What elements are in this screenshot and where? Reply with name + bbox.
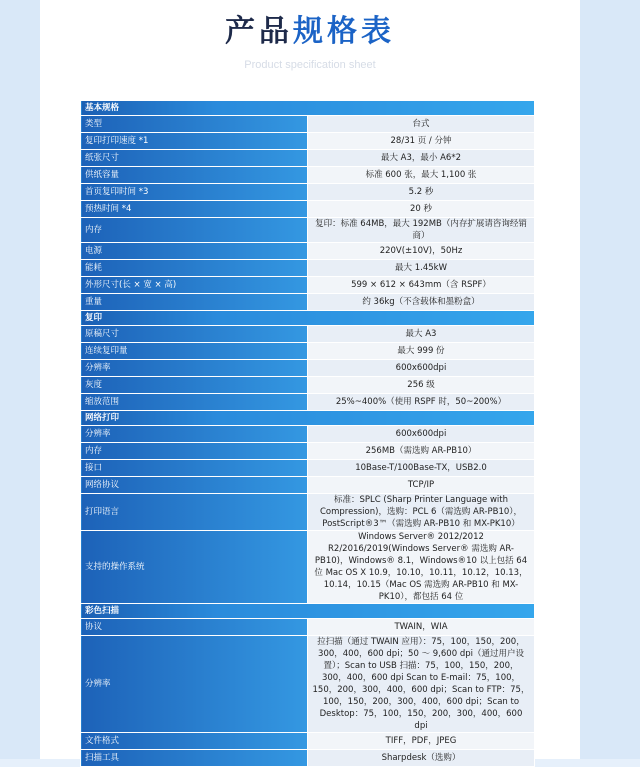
page-background-right: [580, 0, 640, 759]
spec-value: 约 36kg（不含载体和墨粉盒）: [308, 294, 535, 311]
spec-row: [81, 277, 535, 294]
spec-label: 原稿尺寸: [81, 326, 308, 343]
spec-value: 10Base-T/100Base-TX，USB2.0: [308, 460, 535, 477]
spec-row: [81, 443, 535, 460]
spec-label: 网络协议: [81, 477, 308, 494]
section-title: 复印: [81, 311, 535, 326]
spec-label: 分辨率: [81, 426, 308, 443]
spec-label: 缩放范围: [81, 394, 308, 411]
spec-row: [81, 619, 535, 636]
spec-value: TCP/IP: [308, 477, 535, 494]
spec-value: 标准 600 张，最大 1,100 张: [308, 167, 535, 184]
section-title: 基本规格: [81, 101, 535, 116]
spec-value: 最大 999 份: [308, 343, 535, 360]
spec-value: Windows Server® 2012/2012 R2/2016/2019(Windows Server® 需选购 AR-PB10)，Windows® 8.1，Windows®10 以上包括 64 位 Mac OS X 10.9，10.10，10.11，10.12，10.13，10.14，10.15（Mac OS 需选购 AR-PB10 和 MX-PK10），都包括 64 位: [308, 531, 535, 604]
spec-row: [81, 150, 535, 167]
page-subtitle: Product specification sheet: [244, 59, 376, 71]
spec-label: 电源: [81, 243, 308, 260]
spec-value: 最大 A3，最小 A6*2: [308, 150, 535, 167]
spec-value: Sharpdesk（选购）: [308, 750, 535, 767]
spec-row: [81, 477, 535, 494]
spec-value: 复印：标准 64MB，最大 192MB（内存扩展请咨询经销商）: [308, 218, 535, 243]
spec-value: TWAIN，WIA: [308, 619, 535, 636]
spec-row: [81, 294, 535, 311]
section-title: 网络打印: [81, 411, 535, 426]
spec-row: [81, 243, 535, 260]
spec-label: 连续复印量: [81, 343, 308, 360]
spec-value: 256 级: [308, 377, 535, 394]
spec-label: 预热时间 *4: [81, 201, 308, 218]
spec-value: 220V(±10V)，50Hz: [308, 243, 535, 260]
spec-label: 复印打印速度 *1: [81, 133, 308, 150]
spec-label: 内存: [81, 218, 308, 243]
section-header: [81, 411, 535, 426]
spec-row: [81, 360, 535, 377]
page-background-left: [0, 0, 40, 759]
spec-value: 最大 1.45kW: [308, 260, 535, 277]
title-part-2: 规格表: [293, 14, 395, 49]
spec-value: 25%~400%（使用 RSPF 时，50~200%）: [308, 394, 535, 411]
spec-label: 内存: [81, 443, 308, 460]
spec-row: [81, 494, 535, 531]
spec-row: [81, 167, 535, 184]
spec-label: 纸张尺寸: [81, 150, 308, 167]
spec-value: 20 秒: [308, 201, 535, 218]
spec-row: [81, 116, 535, 133]
spec-sheet-page: [40, 0, 580, 763]
spec-row: [81, 343, 535, 360]
spec-value: 拉扫描（通过 TWAIN 应用）：75，100，150，200，300，400，600 dpi；50 ～ 9,600 dpi（通过用户设置）；Scan to USB 扫描：75，100，150，200，300，400，600 dpi Scan to E-mail：75，100，150，200，300，400，600 dpi；Scan to FTP：75，100，150，200，300，400，600 dpi；Scan to Desktop：75，100，150，200，300，400，600 dpi: [308, 636, 535, 733]
spec-row: [81, 184, 535, 201]
spec-row: [81, 218, 535, 243]
spec-value: TIFF，PDF，JPEG: [308, 733, 535, 750]
spec-value: 台式: [308, 116, 535, 133]
spec-row: [81, 636, 535, 733]
spec-label: 首页复印时间 *3: [81, 184, 308, 201]
spec-label: 供纸容量: [81, 167, 308, 184]
spec-row: [81, 260, 535, 277]
section-header: [81, 604, 535, 619]
spec-row: [81, 394, 535, 411]
spec-label: 能耗: [81, 260, 308, 277]
spec-value: 600x600dpi: [308, 360, 535, 377]
spec-value: 28/31 页 / 分钟: [308, 133, 535, 150]
spec-value: 5.2 秒: [308, 184, 535, 201]
page-title: [40, 12, 580, 52]
section-title: 彩色扫描: [81, 604, 535, 619]
spec-value: 标准：SPLC (Sharp Printer Language with Compression)，选购：PCL 6（需选购 AR-PB10），PostScript®3™（需选购 AR-PB10 和 MX-PK10）: [308, 494, 535, 531]
spec-row: [81, 750, 535, 767]
spec-label: 外形尺寸(长 × 宽 × 高): [81, 277, 308, 294]
spec-row: [81, 377, 535, 394]
spec-label: 打印语言: [81, 494, 308, 531]
spec-label: 扫描工具: [81, 750, 308, 767]
spec-table: [80, 100, 535, 767]
spec-value: 600x600dpi: [308, 426, 535, 443]
spec-value: 最大 A3: [308, 326, 535, 343]
spec-label: 重量: [81, 294, 308, 311]
spec-value: 256MB（需选购 AR-PB10）: [308, 443, 535, 460]
spec-row: [81, 460, 535, 477]
spec-label: 类型: [81, 116, 308, 133]
spec-label: 协议: [81, 619, 308, 636]
spec-row: [81, 733, 535, 750]
spec-label: 分辨率: [81, 360, 308, 377]
spec-label: 分辨率: [81, 636, 308, 733]
spec-row: [81, 133, 535, 150]
spec-label: 接口: [81, 460, 308, 477]
spec-row: [81, 531, 535, 604]
spec-row: [81, 426, 535, 443]
section-header: [81, 101, 535, 116]
title-part-1: 产品: [225, 14, 293, 49]
spec-row: [81, 326, 535, 343]
spec-label: 文件格式: [81, 733, 308, 750]
spec-value: 599 × 612 × 643mm（含 RSPF）: [308, 277, 535, 294]
spec-label: 支持的操作系统: [81, 531, 308, 604]
spec-row: [81, 201, 535, 218]
section-header: [81, 311, 535, 326]
spec-label: 灰度: [81, 377, 308, 394]
